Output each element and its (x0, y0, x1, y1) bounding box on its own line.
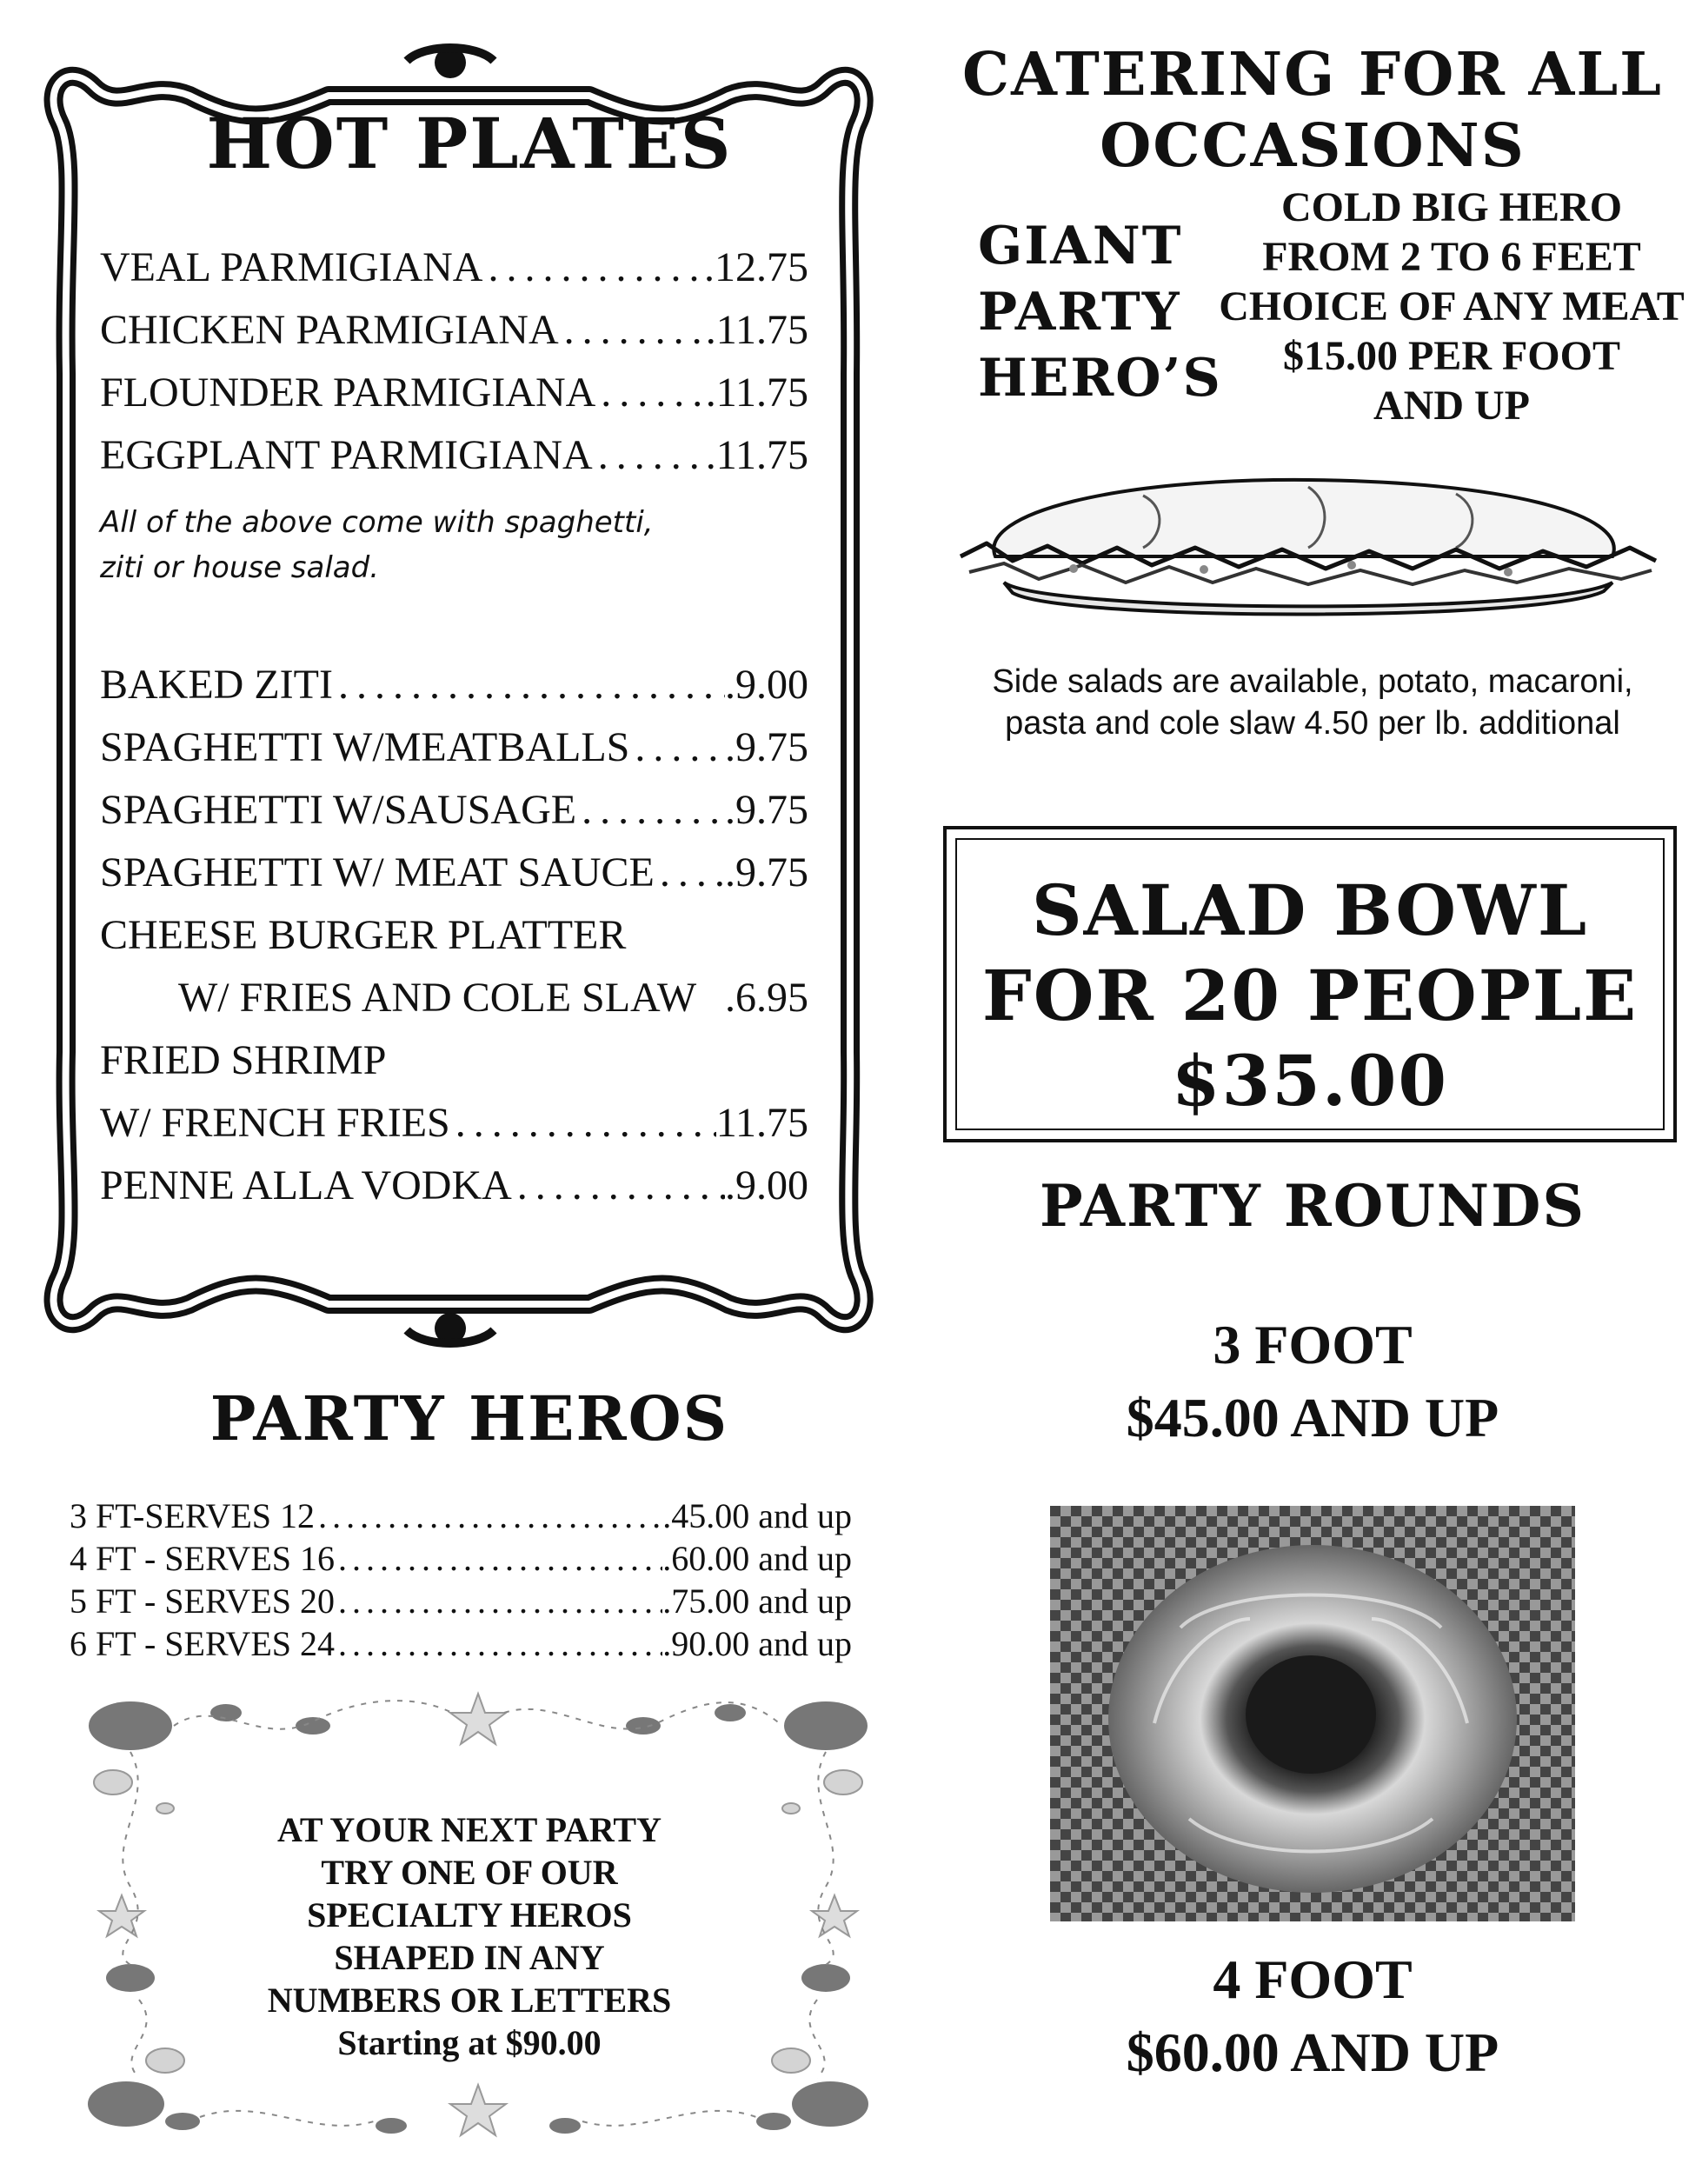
hero-price: .90.00 and up (662, 1624, 852, 1663)
dot-leader (593, 431, 706, 479)
item-price: 11.75 (715, 1100, 808, 1146)
dot-leader (595, 369, 706, 416)
dot-leader (335, 1538, 662, 1579)
menu-item-penne-vodka (100, 1162, 808, 1209)
item-price: .9.75 (725, 724, 808, 770)
item-price: .11.75 (705, 370, 808, 416)
item-price: .11.75 (705, 307, 808, 353)
hero-price: .75.00 and up (662, 1581, 852, 1621)
party-hero-row (70, 1495, 852, 1536)
menu-item-spaghetti-meatballs (100, 723, 808, 771)
item-name: W/ FRIES AND COLE SLAW (178, 975, 697, 1021)
promo-line: SHAPED IN ANY (334, 1938, 605, 1977)
dot-leader (576, 786, 725, 834)
hero-size: 6 FT - SERVES 24 (70, 1624, 335, 1663)
item-price: .6.95 (725, 975, 808, 1021)
cold-big-hero-details (1208, 183, 1695, 430)
side-salads-line: pasta and cole slaw 4.50 per lb. additional (1005, 705, 1620, 742)
side-salads-note (947, 661, 1678, 744)
item-price: .12.75 (704, 244, 808, 290)
menu-item-chicken (100, 306, 808, 354)
giant-line: HERO’S (978, 348, 1222, 409)
party-hero-row (70, 1538, 852, 1579)
cold-line: CHOICE OF ANY MEAT (1219, 283, 1685, 330)
dot-leader (512, 1162, 725, 1209)
specialty-heros-promo (200, 1808, 739, 2064)
dot-leader (559, 306, 706, 354)
note-line: ziti or house salad. (100, 550, 380, 585)
menu-item-fried-shrimp (100, 1099, 808, 1147)
hero-size: 3 FT-SERVES 12 (70, 1496, 316, 1535)
hero-sandwich-illustration (943, 461, 1665, 626)
item-price: .9.00 (725, 1162, 808, 1209)
promo-line: SPECIALTY HEROS (307, 1895, 632, 1934)
party-round-photo (1050, 1506, 1575, 1921)
dot-leader (629, 723, 725, 771)
party-heros-title: PARTY HEROS (209, 1382, 729, 1455)
cold-line: AND UP (1373, 383, 1530, 429)
round-price: $45.00 AND UP (1126, 1387, 1499, 1448)
giant-line: GIANT (978, 216, 1183, 276)
hero-size: 5 FT - SERVES 20 (70, 1581, 335, 1621)
item-name: SPAGHETTI W/ MEAT SAUCE (100, 849, 655, 896)
menu-item-flounder (100, 369, 808, 416)
dot-leader (333, 661, 725, 709)
item-price: .9.00 (725, 662, 808, 708)
item-name: BAKED ZITI (100, 662, 333, 708)
item-name: EGGPLANT PARMIGIANA (100, 432, 593, 478)
salad-bowl-offer (943, 868, 1677, 1123)
round-size: 3 FOOT (1213, 1314, 1413, 1375)
three-foot-round-price (939, 1308, 1686, 1455)
menu-item-fried-shrimp-name: FRIED SHRIMP (100, 1037, 387, 1083)
catering-title-line: OCCASIONS (1100, 111, 1526, 181)
hero-price: .60.00 and up (662, 1539, 852, 1578)
party-hero-row (70, 1581, 852, 1621)
dot-leader (335, 1623, 662, 1664)
dot-leader (335, 1581, 662, 1621)
giant-line: PARTY (978, 282, 1181, 343)
item-price: .9.75 (725, 787, 808, 833)
item-price: .9.75 (725, 849, 808, 896)
dot-leader (655, 849, 725, 896)
cold-line: $15.00 PER FOOT (1282, 333, 1620, 379)
catering-title-line: CATERING FOR ALL (962, 40, 1663, 110)
item-name: SPAGHETTI W/SAUSAGE (100, 787, 577, 833)
giant-party-heros-label (978, 213, 1222, 411)
round-size: 4 FOOT (1213, 1948, 1413, 2010)
promo-line: AT YOUR NEXT PARTY (277, 1810, 662, 1849)
item-name: SPAGHETTI W/MEATBALLS (100, 724, 630, 770)
salad-line: SALAD BOWL (1031, 869, 1589, 951)
menu-item-spaghetti-meat-sauce (100, 849, 808, 896)
hero-price: .45.00 and up (662, 1496, 852, 1535)
cold-line: FROM 2 TO 6 FEET (1262, 234, 1641, 280)
note-line: All of the above come with spaghetti, (100, 505, 654, 540)
promo-line: TRY ONE OF OUR (321, 1853, 618, 1892)
hot-plates-title: HOT PLATES (206, 103, 733, 184)
item-name: VEAL PARMIGIANA (100, 244, 483, 290)
promo-line: NUMBERS OR LETTERS (267, 1981, 672, 2020)
dot-leader (315, 1495, 662, 1536)
item-name: CHICKEN PARMIGIANA (100, 307, 559, 353)
side-salads-line: Side salads are available, potato, macaroni, (992, 663, 1633, 700)
four-foot-round-price (939, 1943, 1686, 2089)
salad-line: $35.00 (1171, 1040, 1449, 1122)
dot-leader (450, 1099, 716, 1147)
party-rounds-title: PARTY ROUNDS (1039, 1172, 1586, 1240)
item-price: .11.75 (705, 432, 808, 478)
promo-line: Starting at $90.00 (337, 2023, 602, 2062)
item-name: PENNE ALLA VODKA (100, 1162, 512, 1209)
item-name: W/ FRENCH FRIES (100, 1100, 450, 1146)
hero-size: 4 FT - SERVES 16 (70, 1539, 335, 1578)
menu-item-veal (100, 243, 808, 291)
dot-leader (482, 243, 704, 291)
salad-line: FOR 20 PEOPLE (981, 955, 1639, 1036)
menu-item-cheeseburger (178, 974, 808, 1022)
cold-line: COLD BIG HERO (1280, 184, 1623, 230)
item-name: FLOUNDER PARMIGIANA (100, 370, 596, 416)
party-hero-row (70, 1623, 852, 1664)
hot-plates-note (100, 500, 708, 590)
menu-item-eggplant (100, 431, 808, 479)
round-price: $60.00 AND UP (1126, 2021, 1499, 2083)
menu-item-spaghetti-sausage (100, 786, 808, 834)
catering-title (939, 39, 1686, 182)
menu-item-cheeseburger-name: CHEESE BURGER PLATTER (100, 912, 627, 958)
menu-item-baked-ziti (100, 661, 808, 709)
